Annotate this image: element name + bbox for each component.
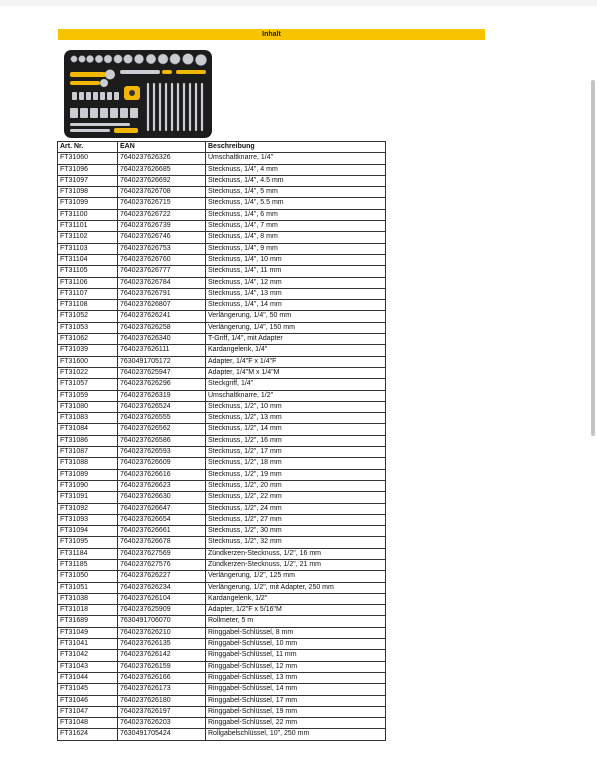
table-row xyxy=(58,492,386,503)
cell-beschreibung: Verlängerung, 1/2", mit Adapter, 250 mm xyxy=(206,582,386,593)
table-row xyxy=(58,593,386,604)
cell-ean: 7640237626760 xyxy=(118,254,206,265)
cell-beschreibung: Stecknuss, 1/4", 9 mm xyxy=(206,243,386,254)
table-row xyxy=(58,582,386,593)
table-body xyxy=(58,153,386,740)
cell-beschreibung: Verlängerung, 1/2", 125 mm xyxy=(206,571,386,582)
table-row xyxy=(58,379,386,390)
cell-ean: 7640237626562 xyxy=(118,424,206,435)
column-header-ean: EAN xyxy=(118,142,206,153)
table-row xyxy=(58,537,386,548)
table-row xyxy=(58,356,386,367)
cell-ean: 7640237626647 xyxy=(118,503,206,514)
cell-ean: 7640237626104 xyxy=(118,593,206,604)
cell-art-nr: FT31106 xyxy=(58,277,118,288)
table-row xyxy=(58,232,386,243)
cell-beschreibung: Ringgabel-Schlüssel, 11 mm xyxy=(206,650,386,661)
section-header-bar xyxy=(58,29,485,40)
cell-ean: 7640237626197 xyxy=(118,706,206,717)
cell-beschreibung: Stecknuss, 1/2", 19 mm xyxy=(206,469,386,480)
cell-art-nr: FT31689 xyxy=(58,616,118,627)
cell-beschreibung: Ringgabel-Schlüssel, 12 mm xyxy=(206,661,386,672)
top-strip xyxy=(0,0,597,6)
cell-art-nr: FT31089 xyxy=(58,469,118,480)
column-header-beschreibung: Beschreibung xyxy=(206,142,386,153)
cell-art-nr: FT31098 xyxy=(58,187,118,198)
cell-ean: 7640237626623 xyxy=(118,480,206,491)
cell-ean: 7640237626340 xyxy=(118,334,206,345)
cell-art-nr: FT31105 xyxy=(58,266,118,277)
cell-beschreibung: Stecknuss, 1/2", 16 mm xyxy=(206,435,386,446)
table-row xyxy=(58,571,386,582)
cell-ean: 7640237626586 xyxy=(118,435,206,446)
cell-beschreibung: Ringgabel-Schlüssel, 10 mm xyxy=(206,639,386,650)
cell-ean: 7630491705424 xyxy=(118,729,206,740)
cell-ean: 7640237626609 xyxy=(118,458,206,469)
cell-ean: 7640237626524 xyxy=(118,401,206,412)
table-row xyxy=(58,480,386,491)
cell-beschreibung: Umschaltknarre, 1/2" xyxy=(206,390,386,401)
cell-ean: 7640237626784 xyxy=(118,277,206,288)
cell-ean: 7640237626173 xyxy=(118,684,206,695)
cell-beschreibung: Stecknuss, 1/2", 10 mm xyxy=(206,401,386,412)
cell-ean: 7640237626203 xyxy=(118,718,206,729)
cell-ean: 7640237625947 xyxy=(118,367,206,378)
cell-beschreibung: Stecknuss, 1/4", 13 mm xyxy=(206,288,386,299)
cell-beschreibung: Ringgabel-Schlüssel, 22 mm xyxy=(206,718,386,729)
cell-art-nr: FT31084 xyxy=(58,424,118,435)
cell-beschreibung: Verlängerung, 1/4", 150 mm xyxy=(206,322,386,333)
cell-beschreibung: Stecknuss, 1/2", 17 mm xyxy=(206,447,386,458)
cell-ean: 7640237626593 xyxy=(118,447,206,458)
table-row xyxy=(58,424,386,435)
table-row xyxy=(58,266,386,277)
table-row xyxy=(58,650,386,661)
cell-art-nr: FT31052 xyxy=(58,311,118,322)
table-row xyxy=(58,503,386,514)
cell-beschreibung: Stecknuss, 1/2", 14 mm xyxy=(206,424,386,435)
cell-art-nr: FT31108 xyxy=(58,300,118,311)
cell-art-nr: FT31099 xyxy=(58,198,118,209)
table-row xyxy=(58,458,386,469)
cell-beschreibung: Stecknuss, 1/4", 14 mm xyxy=(206,300,386,311)
cell-beschreibung: Verlängerung, 1/4", 50 mm xyxy=(206,311,386,322)
cell-ean: 7640237626630 xyxy=(118,492,206,503)
cell-art-nr: FT31184 xyxy=(58,548,118,559)
table-header-row xyxy=(58,142,386,153)
cell-beschreibung: Stecknuss, 1/2", 13 mm xyxy=(206,413,386,424)
cell-beschreibung: Stecknuss, 1/4", 12 mm xyxy=(206,277,386,288)
cell-art-nr: FT31092 xyxy=(58,503,118,514)
cell-art-nr: FT31091 xyxy=(58,492,118,503)
section-title: Inhalt xyxy=(262,31,281,38)
cell-ean: 7640237626326 xyxy=(118,153,206,164)
table-row xyxy=(58,616,386,627)
cell-art-nr: FT31038 xyxy=(58,593,118,604)
cell-ean: 7640237626227 xyxy=(118,571,206,582)
table-row xyxy=(58,322,386,333)
cell-ean: 7640237626616 xyxy=(118,469,206,480)
table-row xyxy=(58,300,386,311)
cell-ean: 7630491706070 xyxy=(118,616,206,627)
cell-art-nr: FT31047 xyxy=(58,706,118,717)
cell-beschreibung: Stecknuss, 1/4", 5.5 mm xyxy=(206,198,386,209)
table-row xyxy=(58,334,386,345)
table-row xyxy=(58,526,386,537)
cell-beschreibung: Stecknuss, 1/4", 4 mm xyxy=(206,164,386,175)
cell-beschreibung: Stecknuss, 1/4", 5 mm xyxy=(206,187,386,198)
table-row xyxy=(58,221,386,232)
parts-table xyxy=(57,141,386,741)
cell-art-nr: FT31185 xyxy=(58,559,118,570)
cell-art-nr: FT31101 xyxy=(58,221,118,232)
cell-art-nr: FT31100 xyxy=(58,209,118,220)
cell-art-nr: FT31050 xyxy=(58,571,118,582)
cell-beschreibung: Stecknuss, 1/2", 18 mm xyxy=(206,458,386,469)
cell-art-nr: FT31094 xyxy=(58,526,118,537)
table-row xyxy=(58,514,386,525)
cell-ean: 7640237626166 xyxy=(118,672,206,683)
table-row xyxy=(58,706,386,717)
cell-beschreibung: Steckgriff, 1/4" xyxy=(206,379,386,390)
cell-beschreibung: Ringgabel-Schlüssel, 19 mm xyxy=(206,706,386,717)
table-row xyxy=(58,661,386,672)
cell-ean: 7640237627569 xyxy=(118,548,206,559)
cell-ean: 7640237626111 xyxy=(118,345,206,356)
cell-beschreibung: Stecknuss, 1/2", 30 mm xyxy=(206,526,386,537)
table-row xyxy=(58,367,386,378)
table-row xyxy=(58,672,386,683)
cell-beschreibung: Kardangelenk, 1/2" xyxy=(206,593,386,604)
table-row xyxy=(58,187,386,198)
table-row xyxy=(58,311,386,322)
cell-beschreibung: Ringgabel-Schlüssel, 17 mm xyxy=(206,695,386,706)
cell-art-nr: FT31102 xyxy=(58,232,118,243)
cell-beschreibung: Umschaltknarre, 1/4" xyxy=(206,153,386,164)
cell-beschreibung: Kardangelenk, 1/4" xyxy=(206,345,386,356)
toolset-tray-photo-icon xyxy=(64,50,212,138)
cell-beschreibung: Stecknuss, 1/4", 7 mm xyxy=(206,221,386,232)
cell-art-nr: FT31090 xyxy=(58,480,118,491)
scrollbar[interactable] xyxy=(589,0,597,768)
cell-beschreibung: Stecknuss, 1/4", 4.5 mm xyxy=(206,175,386,186)
table-row xyxy=(58,198,386,209)
cell-art-nr: FT31600 xyxy=(58,356,118,367)
cell-art-nr: FT31049 xyxy=(58,627,118,638)
cell-art-nr: FT31043 xyxy=(58,661,118,672)
cell-ean: 7640237626722 xyxy=(118,209,206,220)
cell-ean: 7640237626678 xyxy=(118,537,206,548)
cell-beschreibung: Stecknuss, 1/2", 24 mm xyxy=(206,503,386,514)
cell-ean: 7640237626777 xyxy=(118,266,206,277)
cell-art-nr: FT31096 xyxy=(58,164,118,175)
table-row xyxy=(58,345,386,356)
cell-ean: 7640237626142 xyxy=(118,650,206,661)
cell-ean: 7640237626180 xyxy=(118,695,206,706)
table-row xyxy=(58,435,386,446)
cell-ean: 7640237626258 xyxy=(118,322,206,333)
cell-beschreibung: Rollgabelschlüssel, 10", 250 mm xyxy=(206,729,386,740)
table-row xyxy=(58,413,386,424)
cell-beschreibung: Zündkerzen-Stecknuss, 1/2", 21 mm xyxy=(206,559,386,570)
cell-ean: 7630491705172 xyxy=(118,356,206,367)
table-row xyxy=(58,390,386,401)
cell-beschreibung: Stecknuss, 1/2", 22 mm xyxy=(206,492,386,503)
cell-art-nr: FT31095 xyxy=(58,537,118,548)
cell-art-nr: FT31039 xyxy=(58,345,118,356)
cell-art-nr: FT31022 xyxy=(58,367,118,378)
cell-beschreibung: Stecknuss, 1/4", 11 mm xyxy=(206,266,386,277)
cell-ean: 7640237626296 xyxy=(118,379,206,390)
table-row xyxy=(58,469,386,480)
table-row xyxy=(58,548,386,559)
cell-beschreibung: Stecknuss, 1/4", 10 mm xyxy=(206,254,386,265)
table-row xyxy=(58,447,386,458)
cell-art-nr: FT31060 xyxy=(58,153,118,164)
table-row xyxy=(58,254,386,265)
cell-beschreibung: Adapter, 1/2"F x 5/16"M xyxy=(206,605,386,616)
cell-ean: 7640237625909 xyxy=(118,605,206,616)
cell-ean: 7640237626555 xyxy=(118,413,206,424)
cell-beschreibung: Stecknuss, 1/4", 8 mm xyxy=(206,232,386,243)
table-row xyxy=(58,277,386,288)
table-row xyxy=(58,684,386,695)
cell-ean: 7640237626661 xyxy=(118,526,206,537)
cell-art-nr: FT31042 xyxy=(58,650,118,661)
cell-art-nr: FT31057 xyxy=(58,379,118,390)
cell-beschreibung: Ringgabel-Schlüssel, 14 mm xyxy=(206,684,386,695)
cell-art-nr: FT31104 xyxy=(58,254,118,265)
cell-art-nr: FT31088 xyxy=(58,458,118,469)
cell-beschreibung: T-Griff, 1/4", mit Adapter xyxy=(206,334,386,345)
cell-art-nr: FT31048 xyxy=(58,718,118,729)
cell-art-nr: FT31053 xyxy=(58,322,118,333)
cell-ean: 7640237627576 xyxy=(118,559,206,570)
cell-ean: 7640237626159 xyxy=(118,661,206,672)
cell-art-nr: FT31087 xyxy=(58,447,118,458)
cell-art-nr: FT31624 xyxy=(58,729,118,740)
cell-art-nr: FT31041 xyxy=(58,639,118,650)
cell-beschreibung: Zündkerzen-Stecknuss, 1/2", 16 mm xyxy=(206,548,386,559)
cell-ean: 7640237626319 xyxy=(118,390,206,401)
cell-ean: 7640237626135 xyxy=(118,639,206,650)
table-row xyxy=(58,639,386,650)
cell-art-nr: FT31046 xyxy=(58,695,118,706)
cell-ean: 7640237626739 xyxy=(118,221,206,232)
cell-beschreibung: Rollmeter, 5 m xyxy=(206,616,386,627)
cell-beschreibung: Stecknuss, 1/2", 20 mm xyxy=(206,480,386,491)
table-row xyxy=(58,627,386,638)
cell-ean: 7640237626210 xyxy=(118,627,206,638)
cell-art-nr: FT31103 xyxy=(58,243,118,254)
cell-ean: 7640237626708 xyxy=(118,187,206,198)
table-row xyxy=(58,243,386,254)
cell-art-nr: FT31086 xyxy=(58,435,118,446)
cell-ean: 7640237626753 xyxy=(118,243,206,254)
column-header-art-nr: Art. Nr. xyxy=(58,142,118,153)
cell-ean: 7640237626685 xyxy=(118,164,206,175)
cell-ean: 7640237626241 xyxy=(118,311,206,322)
cell-beschreibung: Stecknuss, 1/2", 27 mm xyxy=(206,514,386,525)
cell-beschreibung: Ringgabel-Schlüssel, 8 mm xyxy=(206,627,386,638)
cell-ean: 7640237626807 xyxy=(118,300,206,311)
cell-beschreibung: Adapter, 1/4"M x 1/4"M xyxy=(206,367,386,378)
scrollbar-thumb[interactable] xyxy=(591,80,595,436)
cell-ean: 7640237626234 xyxy=(118,582,206,593)
cell-art-nr: FT31044 xyxy=(58,672,118,683)
table-row xyxy=(58,695,386,706)
table-row xyxy=(58,288,386,299)
table-row xyxy=(58,559,386,570)
table-row xyxy=(58,175,386,186)
cell-beschreibung: Stecknuss, 1/2", 32 mm xyxy=(206,537,386,548)
cell-ean: 7640237626654 xyxy=(118,514,206,525)
table-row xyxy=(58,605,386,616)
cell-art-nr: FT31080 xyxy=(58,401,118,412)
table-row xyxy=(58,718,386,729)
table-row xyxy=(58,729,386,740)
cell-art-nr: FT31051 xyxy=(58,582,118,593)
cell-art-nr: FT31045 xyxy=(58,684,118,695)
table-row xyxy=(58,164,386,175)
table-row xyxy=(58,153,386,164)
cell-art-nr: FT31093 xyxy=(58,514,118,525)
cell-beschreibung: Ringgabel-Schlüssel, 13 mm xyxy=(206,672,386,683)
cell-art-nr: FT31059 xyxy=(58,390,118,401)
cell-ean: 7640237626746 xyxy=(118,232,206,243)
cell-art-nr: FT31062 xyxy=(58,334,118,345)
cell-ean: 7640237626715 xyxy=(118,198,206,209)
product-image xyxy=(64,50,212,138)
cell-beschreibung: Adapter, 1/4"F x 1/4"F xyxy=(206,356,386,367)
cell-ean: 7640237626692 xyxy=(118,175,206,186)
cell-art-nr: FT31018 xyxy=(58,605,118,616)
table-row xyxy=(58,209,386,220)
cell-ean: 7640237626791 xyxy=(118,288,206,299)
cell-beschreibung: Stecknuss, 1/4", 6 mm xyxy=(206,209,386,220)
cell-art-nr: FT31083 xyxy=(58,413,118,424)
cell-art-nr: FT31107 xyxy=(58,288,118,299)
table-row xyxy=(58,401,386,412)
cell-art-nr: FT31097 xyxy=(58,175,118,186)
